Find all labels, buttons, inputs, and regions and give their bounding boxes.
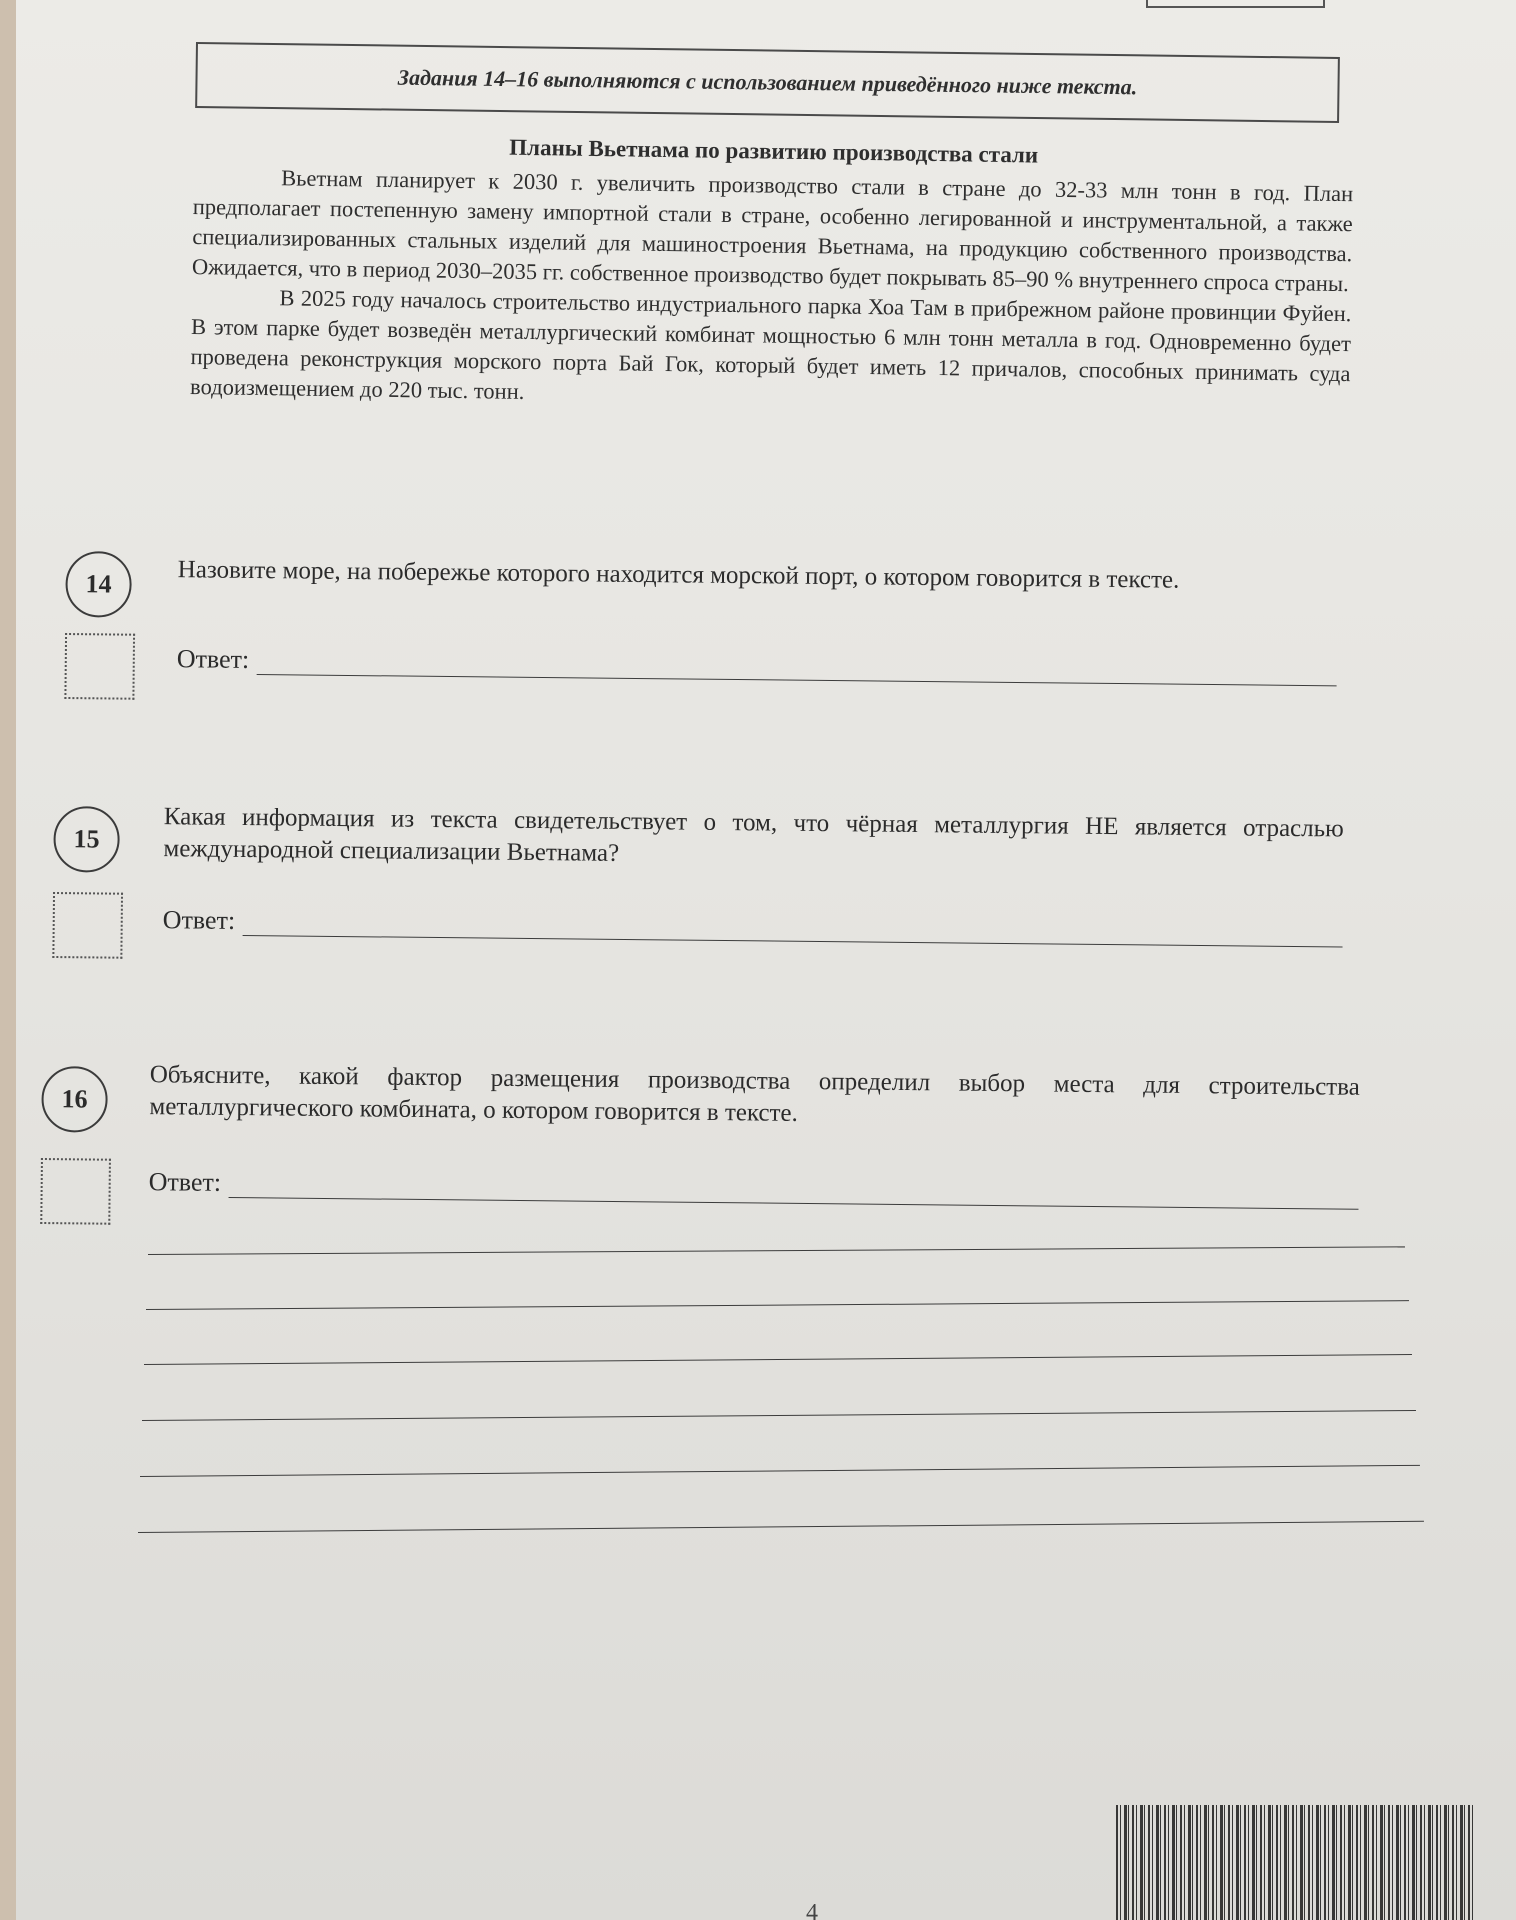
source-text: [190, 128, 1354, 419]
task-number-badge: 15: [53, 806, 120, 873]
answer-row: [163, 905, 1343, 947]
score-box[interactable]: [52, 892, 123, 959]
answer-line[interactable]: [243, 913, 1343, 948]
answer-line-extra[interactable]: [144, 1354, 1412, 1365]
source-text-paragraph-2: В 2025 году началось строительство индустриального парка Хоа Там в прибрежном районе провинции Фуйен. В этом парке будет возведён металлургический комбинат мощностью 6 млн тонн металла в год. Одновременно будет проведена реконструкция морского порта Бай Гок, который будет иметь 12 причалов, способных принимать суда водоизмещением до 220 тыс. тонн.: [189, 285, 1352, 404]
answer-line[interactable]: [229, 1175, 1359, 1210]
task-14: [64, 545, 1366, 719]
source-text-title: Планы Вьетнама по развитию производства стали: [509, 134, 1039, 168]
question-text: Какая информация из текста свидетельствует о том, что чёрная металлургия НЕ является отраслью международной специализации Вьетнама?: [163, 803, 1344, 867]
instruction-box: [195, 42, 1340, 123]
exam-page: [16, 0, 1516, 1920]
barcode: [1116, 1805, 1476, 1920]
instruction-text: Задания 14–16 выполняются с использованием приведённого ниже текста.: [397, 64, 1138, 100]
task-number-badge: 16: [41, 1066, 108, 1133]
question-text: Объясните, какой фактор размещения производства определил выбор места для строительства металлургического комбината, о котором говорится в тексте.: [149, 1061, 1360, 1127]
source-text-paragraph-1: Вьетнам планирует к 2030 г. увеличить производство стали в стране до 32-33 млн тонн в год. План предполагает постепенную замену импортной стали в стране, особенно легированной и инструментальной, а также специализированных стальных изделий для машиностроения Вьетнама, на продукцию собственного производства. Ожидается, что в период 2030–2035 гг. собственное производство будет покрывать 85–90 % внутреннего спроса страны.: [191, 165, 1354, 297]
task-number-badge: 14: [65, 551, 132, 618]
score-box[interactable]: [64, 633, 135, 700]
question-text: Назовите море, на побережье которого находится морской порт, о котором говорится в тексте.: [177, 556, 1180, 594]
answer-line-extra[interactable]: [146, 1300, 1409, 1310]
task-16: [40, 1058, 1382, 1272]
score-box[interactable]: [40, 1158, 111, 1225]
corner-frame: [1146, 0, 1325, 8]
answer-label: Ответ:: [148, 1167, 222, 1197]
answer-row: [177, 644, 1337, 686]
answer-line-extra[interactable]: [142, 1410, 1416, 1421]
answer-line-extra[interactable]: [140, 1465, 1420, 1477]
task-15: [52, 800, 1374, 994]
answer-label: Ответ:: [162, 905, 236, 935]
answer-row: [149, 1167, 1359, 1210]
answer-label: Ответ:: [176, 644, 250, 674]
page-number: 4: [806, 1900, 818, 1920]
answer-line[interactable]: [257, 652, 1337, 686]
answer-line-extra[interactable]: [138, 1521, 1424, 1533]
